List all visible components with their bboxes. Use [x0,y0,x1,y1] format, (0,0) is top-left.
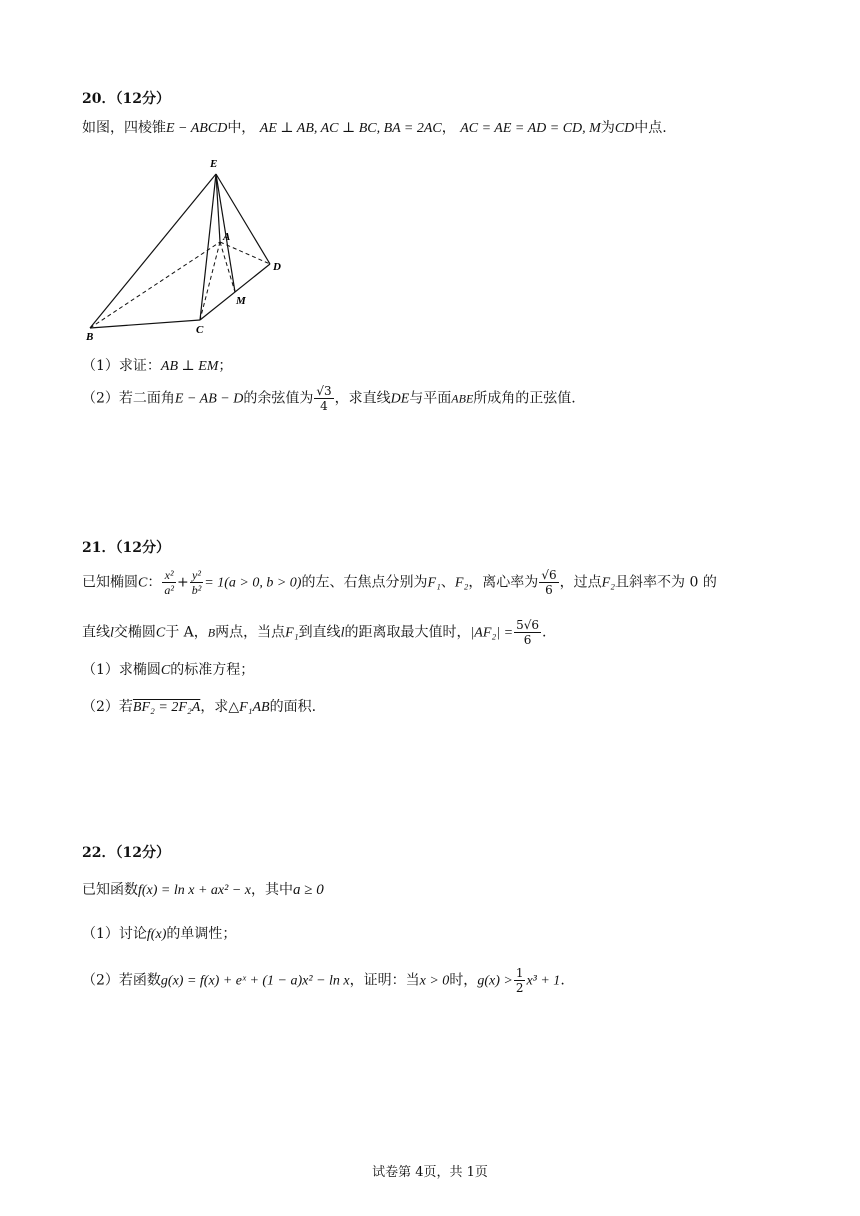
q22-heading: 22．（12分） [82,845,170,861]
fraction-5sqrt6-over-6: $\frac{5√6}{6}$ [516,618,539,647]
fraction-x2-a2: $\frac{\text{x²}}{\text{a²}}$ [164,568,174,597]
q22-line1: 已知函数f(x) = ln x + ax² − x，其中a ≥ 0 [82,882,324,898]
q22-part1: （1）讨论f(x)的单调性； [82,926,237,942]
q21-part1: （1）求椭圆C的标准方程； [82,662,255,678]
q20-part1: （1）求证：AB ⊥ EM； [82,358,233,374]
edge-ED [216,174,270,264]
q21-line2: 直线l交椭圆C于 A，B两点，当点F₁到直线l的距离取最大值时，|AF₂| = $\frac{5√6}{6}$ . [82,618,547,647]
fraction-sqrt6-over-6: $\frac{√6}{6}$ [541,568,557,597]
q22-part2: （2）若函数g(x) = f(x) + eˣ + (1 − a)x² − ln x，证明：当x > 0时，g(x) > $\frac{1}{2}$ x³ + 1. [82,966,565,995]
label-B: B [86,331,94,342]
q21-heading: 21．（12分） [82,540,170,556]
q21-line1: 已知椭圆C： $\frac{\text{x²}}{\text{a²}}$ + $\frac{\text{y²}}{\text{b²}}$ = 1(a > 0, b > 0)的左、右焦点分别为F₁、F₂，离心率为 $\frac{√6}{6}$ ，过点F₂且斜率不为 0 的 [82,568,717,597]
edge-EB [90,174,216,328]
label-E: E [210,158,218,170]
label-C: C [196,324,204,336]
q20-stem: 如图，四棱锥E − ABCD中， AE ⊥ AB, AC ⊥ BC, BA = 2AC， AC = AE = AD = CD, M为CD中点. [82,120,667,136]
label-D: D [273,261,281,273]
pyramid-figure [80,152,300,342]
page-footer: 试卷第 4页，共 1页 [372,1165,488,1180]
q20-part2: （2）若二面角E − AB − D的余弦值为 $\frac{√3}{4}$ ，求直线DE与平面ABE所成角的正弦值. [82,384,576,413]
edge-EC [200,174,216,320]
edge-AD [220,242,270,264]
label-A: A [223,231,231,243]
q20-heading: 20．（12分） [82,91,170,107]
fraction-1-over-2: $\frac{1}{2}$ [515,966,524,995]
label-M: M [236,295,246,307]
edge-BC [90,320,200,328]
fraction-y2-b2: $\frac{\text{y²}}{\text{b²}}$ [191,568,202,597]
edge-AM [220,242,235,292]
q21-part2: （2）若BF₂ = 2F₂A，求△F₁AB的面积. [82,699,317,715]
fraction-sqrt3-over-4: $\frac{√3}{4}$ [316,384,332,413]
